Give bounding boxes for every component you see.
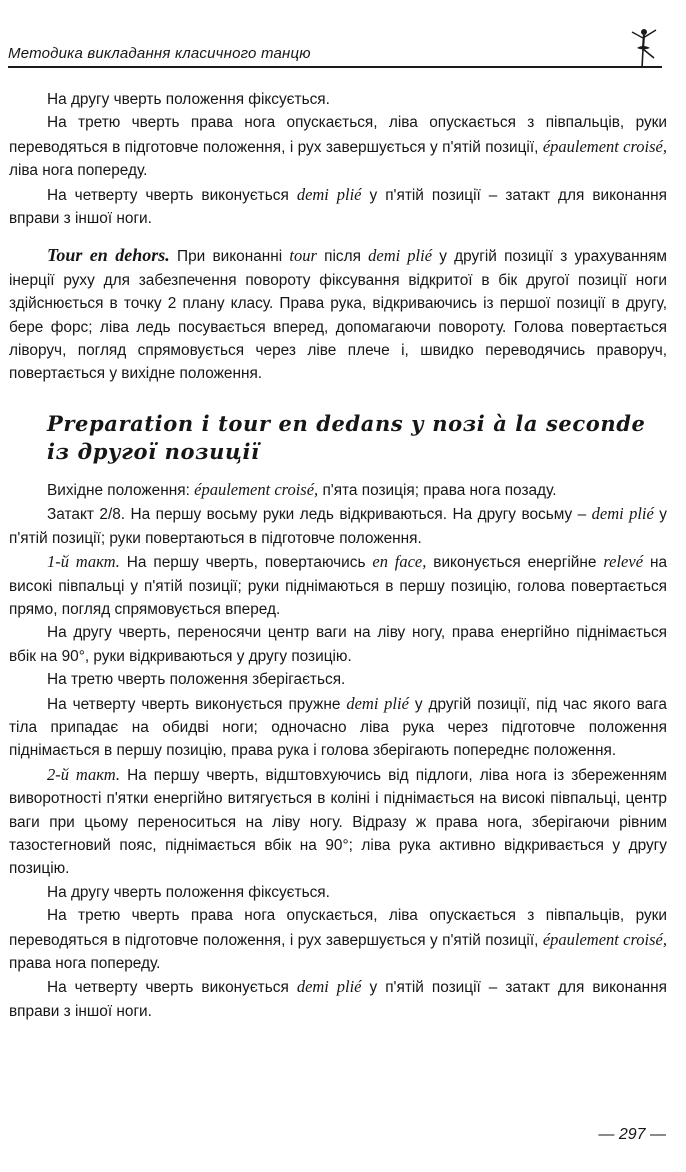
header-rule xyxy=(8,66,662,68)
running-header xyxy=(8,40,668,72)
paragraph: На третю чверть права нога опускається, ліва опускається з півпальців, руки переводяться в підготовче положення, і рух завершується у п'ятій позиції, épaulement croisé, права нога попереду. xyxy=(9,907,667,972)
paragraph: На четверту чверть виконується пружне demi plié у другій позиції, під час якого вага тіла припадає на обидві ноги; одночасно ліва рука через підготовче положення піднімається в першу позицію, права рука і голова зберігають попереднє положення. xyxy=(9,693,667,760)
paragraph: Затакт 2/8. На першу восьму руки ледь відкриваються. На другу восьму – demi plié у п'ятій позиції; руки повертаються в підготовче положення. xyxy=(9,504,667,547)
paragraph: На другу чверть положення фіксується. xyxy=(47,91,330,108)
ballerina-icon xyxy=(626,24,660,74)
paragraph: На третю чверть права нога опускається, ліва опускається з півпальців, руки переводяться в підготовче положення, і рух завершується у п'ятій позиції, épaulement croisé, ліва нога попереду. xyxy=(9,114,667,180)
paragraph: 1-й такт. На першу чверть, повертаючись en face, виконується енергійне relevé на високі півпальці у п'ятій позиції; руки піднімаються в першу позицію, голова повертається прямо, погляд спрямовується вперед. xyxy=(9,552,668,618)
paragraph: На третю чверть положення зберігається. xyxy=(47,671,346,689)
tour-en-dehors-paragraph: Tour en dehors. При виконанні tour після demi plié у другій позиції з урахуванням інерції руху для забезпечення повороту фіксування відкритої в бік другої позиції ноги здійснюється в точку 2 плану класу. Права рука, відкриваючись із першої позиції в другу, бере форс; ліва ледь посувається вперед, допомагаючи повороту. Голова повертається ліворуч, погляд спрямовується через ліве плече і, швидко переводячись праворуч, повертається у вихідне положення. xyxy=(9,245,667,383)
page-body xyxy=(9,88,667,1023)
page-number: — 297 — xyxy=(598,1126,666,1143)
paragraph: На четверту чверть виконується demi plié у п'ятій позиції – затакт для виконання вправи з іншої ноги. xyxy=(9,184,667,228)
header-title: Методика викладання класичного танцю xyxy=(8,45,311,62)
paragraph: На другу чверть, переносячи центр ваги на ліву ногу, права енергійно піднімається вбік на 90°, руки відкриваються у другу позицію. xyxy=(9,624,667,665)
paragraph: 2-й такт. На першу чверть, відштовхуючись від підлоги, ліва нога із збереженням виворотності п'ятки енергійно витягується в коліні і піднімається на високі півпальці, центр ваги при цьому переноситься на ліву ногу. Відразу ж права нога, зберігаючи рівним тазостегновий пояс, піднімається вбік на 90°; ліва рука активно відкривається у другу позицію. xyxy=(9,764,667,878)
paragraph: На другу чверть положення фіксується. xyxy=(47,883,330,901)
paragraph: На четверту чверть виконується demi plié у п'ятій позиції – затакт для виконання вправи з іншої ноги. xyxy=(9,977,667,1020)
section-heading: Preparation і tour en dedans у позі à la seconde із другої позиції xyxy=(47,410,646,464)
paragraph: Вихідне положення: épaulement croisé, п'ята позиція; права нога позаду. xyxy=(47,479,557,499)
